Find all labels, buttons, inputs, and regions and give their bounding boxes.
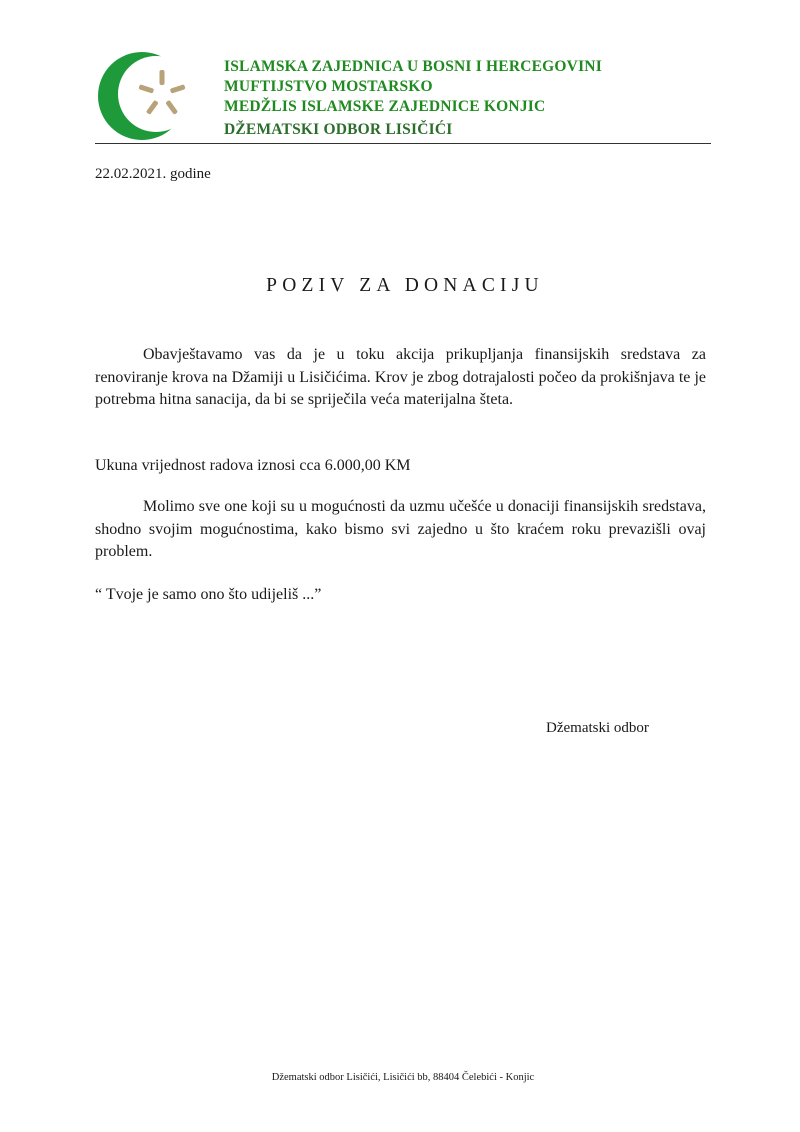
muftiship-name: MUFTIJSTVO MOSTARSKO — [224, 78, 433, 95]
body-paragraph-1: Obavještavamo vas da je u toku akcija prikupljanja finansijskih sredstava za renoviranje krova na Džamiji u Lisičićima. Krov je zbog dotrajalosti počeo da prokišnjava te je potrebma hitna sanacija, da bi se spriječila veća materijalna šteta. — [95, 346, 706, 408]
header-divider — [95, 143, 711, 144]
organization-name: ISLAMSKA ZAJEDNICA U BOSNI I HERCEGOVINI — [224, 58, 602, 75]
document-date: 22.02.2021. godine — [95, 166, 211, 182]
crescent-star-logo — [96, 48, 192, 144]
letterhead — [224, 57, 602, 140]
body-paragraph-3: Molimo sve one koji su u mogućnosti da uzmu učešće u donaciji finansijskih sredstava, shodno svojim mogućnostima, kako bismo svi zajedno u što kraćem roku prevazišli ovaj problem. — [95, 498, 706, 560]
quote: “ Tvoje je samo ono što udijeliš ...” — [95, 586, 322, 603]
document-title: POZIV ZA DONACIJU — [266, 275, 544, 296]
footer-address: Džematski odbor Lisičići, Lisičići bb, 88404 Čelebići - Konjic — [271, 1072, 535, 1083]
body-paragraph-2: Ukuna vrijednost radova iznosi cca 6.000,00 KM — [95, 457, 411, 474]
crescent-icon — [96, 48, 192, 144]
committee-name: DŽEMATSKI ODBOR LISIČIĆI — [224, 121, 453, 138]
signature: Džematski odbor — [546, 720, 649, 736]
council-name: MEDŽLIS ISLAMSKE ZAJEDNICE KONJIC — [224, 98, 546, 115]
